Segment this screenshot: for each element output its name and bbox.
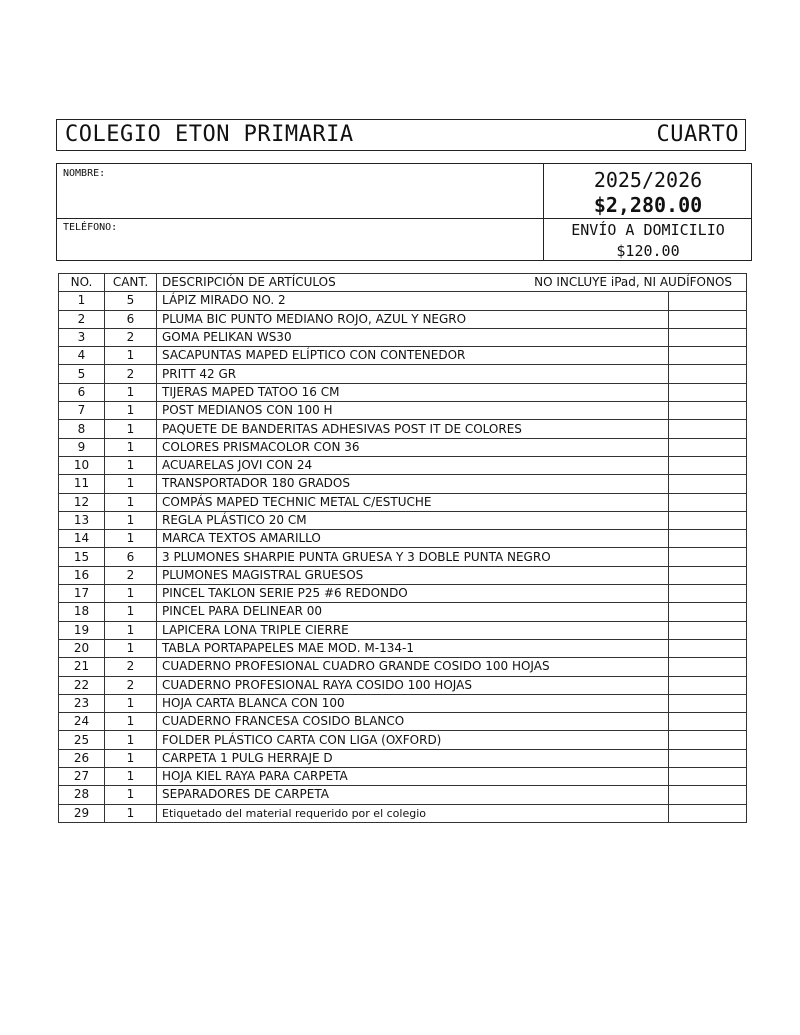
item-number: 13 <box>59 511 105 529</box>
item-number: 21 <box>59 658 105 676</box>
table-row <box>59 456 747 474</box>
item-number: 15 <box>59 548 105 566</box>
item-number: 9 <box>59 438 105 456</box>
item-description: LÁPIZ MIRADO NO. 2 <box>157 292 669 310</box>
item-number: 2 <box>59 310 105 328</box>
item-quantity: 1 <box>105 621 157 639</box>
item-quantity: 2 <box>105 676 157 694</box>
item-description: 3 PLUMONES SHARPIE PUNTA GRUESA Y 3 DOBLE PUNTA NEGRO <box>157 548 669 566</box>
table-row <box>59 530 747 548</box>
item-quantity: 1 <box>105 786 157 804</box>
item-check-cell <box>669 292 747 310</box>
item-quantity: 6 <box>105 548 157 566</box>
item-quantity: 1 <box>105 731 157 749</box>
item-check-cell <box>669 456 747 474</box>
item-number: 11 <box>59 475 105 493</box>
header-box <box>56 119 746 151</box>
item-check-cell <box>669 493 747 511</box>
item-description: SACAPUNTAS MAPED ELÍPTICO CON CONTENEDOR <box>157 347 669 365</box>
item-number: 6 <box>59 383 105 401</box>
item-quantity: 1 <box>105 511 157 529</box>
item-quantity: 2 <box>105 658 157 676</box>
item-quantity: 6 <box>105 310 157 328</box>
item-description: SEPARADORES DE CARPETA <box>157 786 669 804</box>
item-number: 27 <box>59 768 105 786</box>
item-description: TRANSPORTADOR 180 GRADOS <box>157 475 669 493</box>
info-box <box>56 163 752 261</box>
table-row <box>59 493 747 511</box>
table-row <box>59 694 747 712</box>
item-quantity: 1 <box>105 768 157 786</box>
item-quantity: 1 <box>105 694 157 712</box>
item-quantity: 1 <box>105 402 157 420</box>
school-year: 2025/2026 <box>593 168 703 192</box>
name-label: NOMBRE: <box>63 168 106 179</box>
item-description: PINCEL TAKLON SERIE P25 #6 REDONDO <box>157 585 669 603</box>
item-check-cell <box>669 310 747 328</box>
item-number: 26 <box>59 749 105 767</box>
item-number: 8 <box>59 420 105 438</box>
item-description: CUADERNO PROFESIONAL RAYA COSIDO 100 HOJAS <box>157 676 669 694</box>
item-description: PLUMONES MAGISTRAL GRUESOS <box>157 566 669 584</box>
item-description: COLORES PRISMACOLOR CON 36 <box>157 438 669 456</box>
list-price: $2,280.00 <box>593 193 703 217</box>
item-check-cell <box>669 347 747 365</box>
item-check-cell <box>669 585 747 603</box>
description-header-label: DESCRIPCIÓN DE ARTÍCULOS <box>162 275 336 290</box>
item-quantity: 2 <box>105 328 157 346</box>
supplies-table <box>58 273 747 823</box>
item-description: FOLDER PLÁSTICO CARTA CON LIGA (OXFORD) <box>157 731 669 749</box>
school-name: COLEGIO ETON PRIMARIA <box>65 122 354 147</box>
table-row <box>59 639 747 657</box>
table-row <box>59 383 747 401</box>
table-row <box>59 292 747 310</box>
item-check-cell <box>669 804 747 822</box>
item-description: COMPÁS MAPED TECHNIC METAL C/ESTUCHE <box>157 493 669 511</box>
item-quantity: 1 <box>105 639 157 657</box>
item-description: TABLA PORTAPAPELES MAE MOD. M-134-1 <box>157 639 669 657</box>
column-header-description <box>157 274 747 292</box>
item-quantity: 1 <box>105 713 157 731</box>
table-row <box>59 548 747 566</box>
item-description: CUADERNO FRANCESA COSIDO BLANCO <box>157 713 669 731</box>
item-number: 10 <box>59 456 105 474</box>
item-check-cell <box>669 548 747 566</box>
item-quantity: 1 <box>105 749 157 767</box>
item-description: ACUARELAS JOVI CON 24 <box>157 456 669 474</box>
table-row <box>59 731 747 749</box>
table-row <box>59 566 747 584</box>
item-check-cell <box>669 383 747 401</box>
item-check-cell <box>669 694 747 712</box>
table-row <box>59 347 747 365</box>
item-description: Etiquetado del material requerido por el colegio <box>157 804 669 822</box>
table-row <box>59 365 747 383</box>
item-check-cell <box>669 328 747 346</box>
table-row <box>59 420 747 438</box>
item-description: POST MEDIANOS CON 100 H <box>157 402 669 420</box>
table-body <box>59 292 747 823</box>
item-number: 1 <box>59 292 105 310</box>
item-quantity: 1 <box>105 347 157 365</box>
item-number: 29 <box>59 804 105 822</box>
item-quantity: 1 <box>105 493 157 511</box>
item-quantity: 1 <box>105 530 157 548</box>
item-description: HOJA KIEL RAYA PARA CARPETA <box>157 768 669 786</box>
item-description: PLUMA BIC PUNTO MEDIANO ROJO, AZUL Y NEGRO <box>157 310 669 328</box>
item-check-cell <box>669 768 747 786</box>
item-check-cell <box>669 786 747 804</box>
item-quantity: 2 <box>105 365 157 383</box>
table-row <box>59 585 747 603</box>
shipping-price: $120.00 <box>616 242 680 260</box>
table-row <box>59 438 747 456</box>
item-description: PRITT 42 GR <box>157 365 669 383</box>
item-number: 19 <box>59 621 105 639</box>
table-row <box>59 328 747 346</box>
column-header-qty: CANT. <box>105 274 157 292</box>
info-divider-horizontal <box>57 218 751 219</box>
item-description: MARCA TEXTOS AMARILLO <box>157 530 669 548</box>
table-row <box>59 713 747 731</box>
item-number: 3 <box>59 328 105 346</box>
item-description: LAPICERA LONA TRIPLE CIERRE <box>157 621 669 639</box>
item-description: PINCEL PARA DELINEAR 00 <box>157 603 669 621</box>
item-description: TIJERAS MAPED TATOO 16 CM <box>157 383 669 401</box>
item-number: 18 <box>59 603 105 621</box>
item-number: 5 <box>59 365 105 383</box>
table-row <box>59 749 747 767</box>
item-quantity: 1 <box>105 456 157 474</box>
item-number: 12 <box>59 493 105 511</box>
item-check-cell <box>669 731 747 749</box>
item-number: 14 <box>59 530 105 548</box>
table-row <box>59 603 747 621</box>
item-number: 28 <box>59 786 105 804</box>
item-quantity: 1 <box>105 383 157 401</box>
item-check-cell <box>669 639 747 657</box>
item-quantity: 1 <box>105 475 157 493</box>
item-number: 23 <box>59 694 105 712</box>
item-quantity: 1 <box>105 420 157 438</box>
item-number: 4 <box>59 347 105 365</box>
item-check-cell <box>669 603 747 621</box>
item-check-cell <box>669 511 747 529</box>
item-quantity: 1 <box>105 585 157 603</box>
table-row <box>59 511 747 529</box>
item-check-cell <box>669 621 747 639</box>
exclusion-note: NO INCLUYE iPad, NI AUDÍFONOS <box>534 275 733 290</box>
column-header-no: NO. <box>59 274 105 292</box>
item-description: CARPETA 1 PULG HERRAJE D <box>157 749 669 767</box>
item-description: GOMA PELIKAN WS30 <box>157 328 669 346</box>
item-quantity: 1 <box>105 438 157 456</box>
table-row <box>59 402 747 420</box>
item-description: REGLA PLÁSTICO 20 CM <box>157 511 669 529</box>
item-number: 16 <box>59 566 105 584</box>
item-check-cell <box>669 658 747 676</box>
table-row <box>59 475 747 493</box>
item-check-cell <box>669 749 747 767</box>
item-quantity: 1 <box>105 603 157 621</box>
item-check-cell <box>669 676 747 694</box>
table-row <box>59 658 747 676</box>
grade-name: CUARTO <box>656 122 739 147</box>
item-number: 24 <box>59 713 105 731</box>
item-check-cell <box>669 365 747 383</box>
item-check-cell <box>669 475 747 493</box>
item-quantity: 2 <box>105 566 157 584</box>
table-row <box>59 676 747 694</box>
item-quantity: 1 <box>105 804 157 822</box>
item-quantity: 5 <box>105 292 157 310</box>
table-row <box>59 786 747 804</box>
phone-label: TELÉFONO: <box>63 222 118 233</box>
table-header-row <box>59 274 747 292</box>
table-row <box>59 804 747 822</box>
item-number: 22 <box>59 676 105 694</box>
item-number: 25 <box>59 731 105 749</box>
item-number: 17 <box>59 585 105 603</box>
shipping-label: ENVÍO A DOMICILIO <box>571 221 725 239</box>
table-row <box>59 768 747 786</box>
item-check-cell <box>669 530 747 548</box>
item-check-cell <box>669 713 747 731</box>
item-number: 7 <box>59 402 105 420</box>
item-check-cell <box>669 438 747 456</box>
item-description: HOJA CARTA BLANCA CON 100 <box>157 694 669 712</box>
table-row <box>59 621 747 639</box>
table-row <box>59 310 747 328</box>
item-check-cell <box>669 402 747 420</box>
item-number: 20 <box>59 639 105 657</box>
item-description: CUADERNO PROFESIONAL CUADRO GRANDE COSIDO 100 HOJAS <box>157 658 669 676</box>
item-description: PAQUETE DE BANDERITAS ADHESIVAS POST IT DE COLORES <box>157 420 669 438</box>
item-check-cell <box>669 420 747 438</box>
item-check-cell <box>669 566 747 584</box>
